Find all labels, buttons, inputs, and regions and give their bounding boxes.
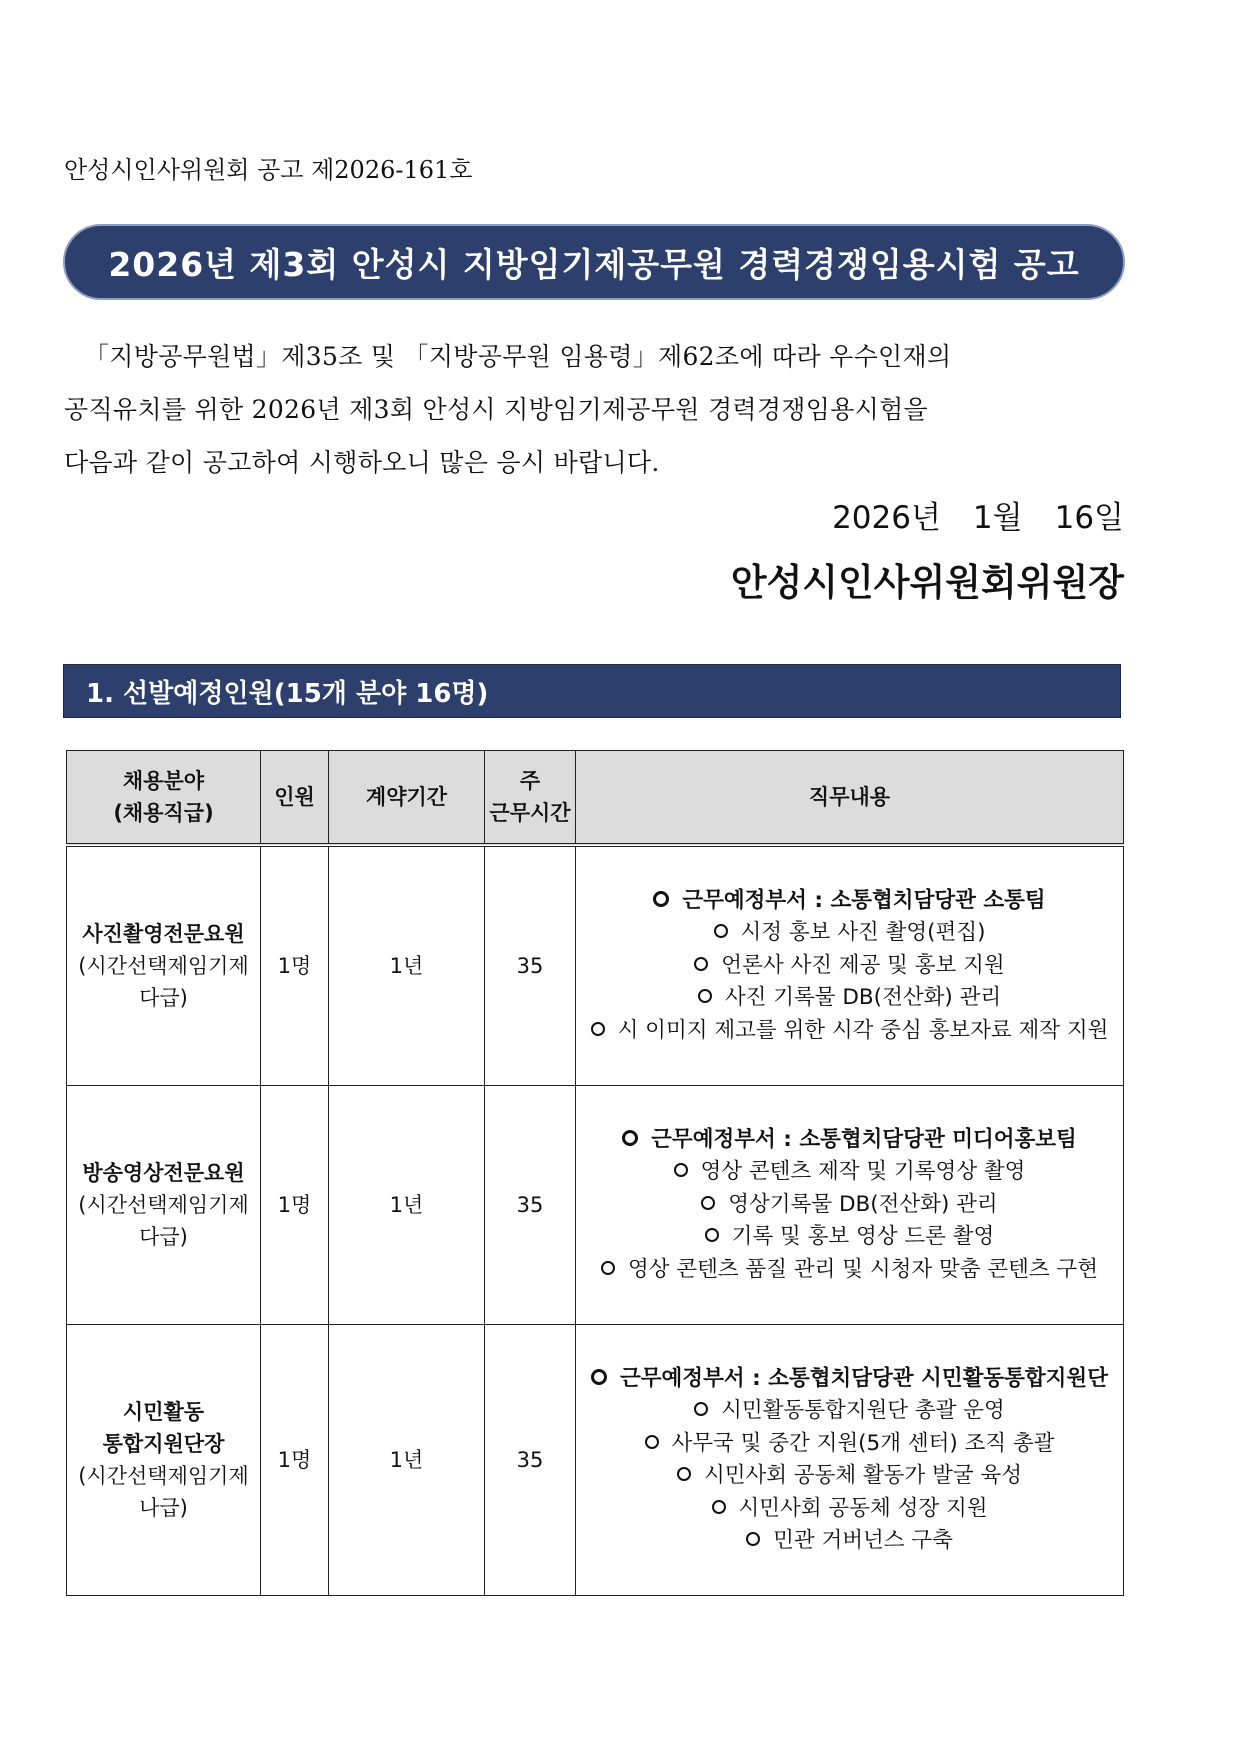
duty-item: 시정 홍보 사진 촬영(편집) (576, 917, 1123, 950)
circle-bullet-icon (694, 1402, 708, 1416)
duties-cell (576, 1325, 1124, 1596)
field-cell (67, 1086, 261, 1325)
circle-bullet-icon (645, 1435, 659, 1449)
field-cell (67, 1325, 261, 1596)
duty-item: 기록 및 홍보 영상 드론 촬영 (576, 1221, 1123, 1254)
count-cell: 1명 (261, 1086, 329, 1325)
circle-bullet-icon (601, 1261, 615, 1275)
table-row (67, 1086, 1124, 1325)
circle-bullet-icon (591, 1369, 607, 1385)
circle-bullet-icon (698, 989, 712, 1003)
duty-item: 사무국 및 중간 지원(5개 센터) 조직 총괄 (576, 1428, 1123, 1461)
field-grade: 다급) (139, 1225, 188, 1249)
notice-number: 안성시인사위원회 공고 제2026-161호 (64, 156, 473, 184)
section-heading: 1. 선발예정인원(15개 분야 16명) (86, 678, 489, 709)
duty-item: 언론사 사진 제공 및 홍보 지원 (576, 950, 1123, 983)
date-day: 16일 (1054, 500, 1124, 536)
duty-item: 근무예정부서 : 소통협치담당관 소통팀 (576, 885, 1123, 918)
field-cell (67, 845, 261, 1086)
period-cell: 1년 (329, 845, 485, 1086)
circle-bullet-icon (622, 1130, 638, 1146)
circle-bullet-icon (694, 957, 708, 971)
header-count: 인원 (261, 751, 329, 846)
intro-line: 「지방공무원법」제35조 및 「지방공무원 임용령」제62조에 따라 우수인재의 (84, 342, 952, 371)
duty-item: 근무예정부서 : 소통협치담당관 시민활동통합지원단 (576, 1363, 1123, 1396)
circle-bullet-icon (653, 891, 669, 907)
count-cell: 1명 (261, 845, 329, 1086)
section-heading-bar (63, 664, 1121, 718)
hours-cell: 35 (485, 1086, 576, 1325)
table-row (67, 1325, 1124, 1596)
duty-item: 근무예정부서 : 소통협치담당관 미디어홍보팀 (576, 1124, 1123, 1157)
signer: 안성시인사위원회위원장 (730, 561, 1124, 604)
header-period: 계약기간 (329, 751, 485, 846)
table-header-row (67, 751, 1124, 846)
duty-item: 시민활동통합지원단 총괄 운영 (576, 1395, 1123, 1428)
table-row (67, 845, 1124, 1086)
field-grade: (시간선택제임기제 (78, 954, 249, 978)
duty-item: 민관 거버넌스 구축 (576, 1525, 1123, 1558)
period-cell: 1년 (329, 1325, 485, 1596)
header-field: 채용분야 (채용직급) (67, 751, 261, 846)
circle-bullet-icon (674, 1163, 688, 1177)
duties-cell (576, 845, 1124, 1086)
field-name: 시민활동 (122, 1400, 205, 1424)
header-hours: 주 근무시간 (485, 751, 576, 846)
circle-bullet-icon (677, 1467, 691, 1481)
intro-line: 다음과 같이 공고하여 시행하오니 많은 응시 바랍니다. (64, 448, 660, 477)
date-year: 2026년 (832, 500, 941, 536)
circle-bullet-icon (714, 924, 728, 938)
duty-item: 영상기록물 DB(전산화) 관리 (576, 1189, 1123, 1222)
recruitment-table (66, 750, 1124, 1596)
duty-item: 시민사회 공동체 활동가 발굴 육성 (576, 1460, 1123, 1493)
duty-item: 시 이미지 제고를 위한 시각 중심 홍보자료 제작 지원 (576, 1015, 1123, 1048)
duty-item: 시민사회 공동체 성장 지원 (576, 1493, 1123, 1526)
duties-cell (576, 1086, 1124, 1325)
field-grade: (시간선택제임기제 (78, 1193, 249, 1217)
duty-item: 영상 콘텐츠 품질 관리 및 시청자 맞춤 콘텐츠 구현 (576, 1254, 1123, 1287)
circle-bullet-icon (746, 1532, 760, 1546)
hours-cell: 35 (485, 845, 576, 1086)
circle-bullet-icon (712, 1500, 726, 1514)
header-duties: 직무내용 (576, 751, 1124, 846)
circle-bullet-icon (701, 1196, 715, 1210)
field-name: 방송영상전문요원 (82, 1161, 245, 1185)
notice-date (832, 492, 1124, 537)
duty-item: 사진 기록물 DB(전산화) 관리 (576, 982, 1123, 1015)
duty-item: 영상 콘텐츠 제작 및 기록영상 촬영 (576, 1156, 1123, 1189)
title-banner (63, 224, 1125, 300)
field-name: 통합지원단장 (102, 1432, 225, 1456)
intro-paragraph (64, 330, 1124, 489)
hours-cell: 35 (485, 1325, 576, 1596)
field-grade: 다급) (139, 986, 188, 1010)
field-name: 사진촬영전문요원 (82, 922, 245, 946)
circle-bullet-icon (591, 1022, 605, 1036)
document-title: 2026년 제3회 안성시 지방임기제공무원 경력경쟁임용시험 공고 (108, 244, 1080, 284)
intro-line: 공직유치를 위한 2026년 제3회 안성시 지방임기제공무원 경력경쟁임용시험을 (64, 395, 929, 424)
field-grade: (시간선택제임기제 (78, 1464, 249, 1488)
period-cell: 1년 (329, 1086, 485, 1325)
circle-bullet-icon (705, 1228, 719, 1242)
field-grade: 나급) (139, 1496, 188, 1520)
date-month: 1월 (972, 500, 1023, 536)
count-cell: 1명 (261, 1325, 329, 1596)
